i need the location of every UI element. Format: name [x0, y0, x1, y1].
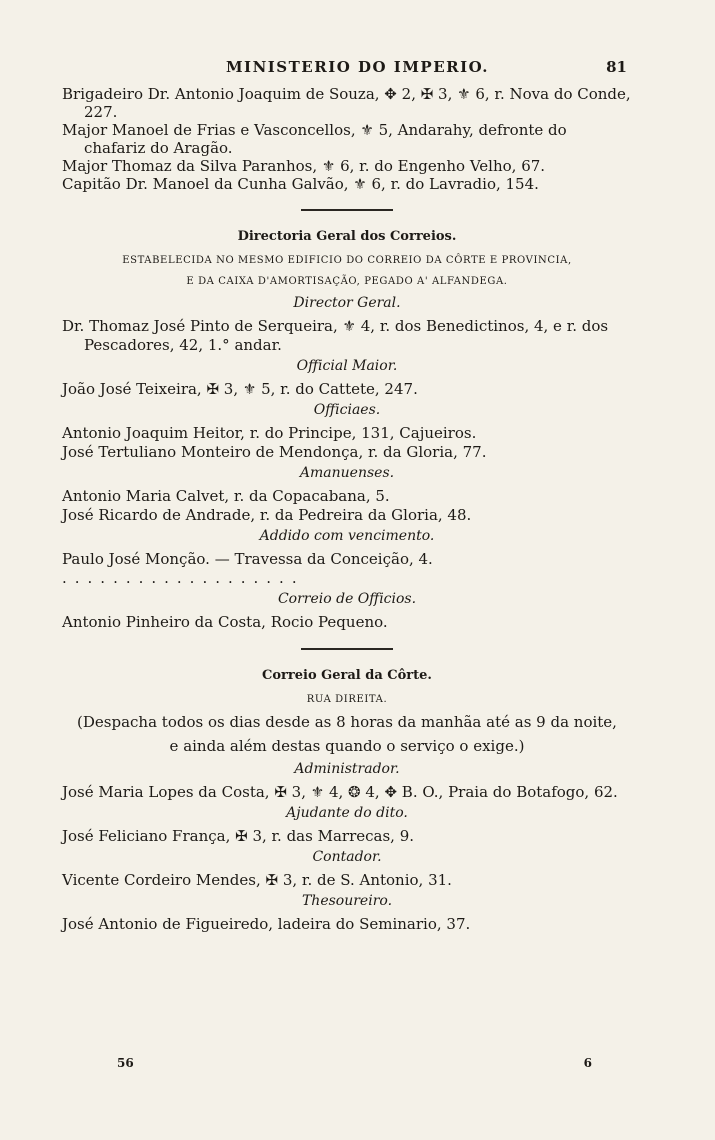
entry-administrador: José Maria Lopes da Costa, ✠ 3, ⚜ 4, ❂ 4, ✥ B. O., Praia do Botafogo, 62. — [62, 783, 618, 801]
entry-ajudante: José Feliciano França, ✠ 3, r. das Marrecas, 9. — [62, 827, 415, 845]
entry-brigadeiro: Brigadeiro Dr. Antonio Joaquim de Souza, ✥ 2, ✠ 3, ⚜ 6, r. Nova do Conde, 227. — [62, 85, 631, 121]
entry-amanuense: José Ricardo de Andrade, r. da Pedreira da Gloria, 48. — [62, 506, 472, 524]
dotted-leader: ................... — [62, 569, 305, 587]
section-title-corte: Correio Geral da Côrte. — [262, 668, 432, 683]
entry-major-frias: Major Manoel de Frias e Vasconcellos, ⚜ 5, Andarahy, defronte do chafariz do Aragão. — [62, 121, 567, 157]
page-footer — [0, 1056, 715, 1076]
role-correio-officios: Correio de Officios. — [277, 591, 417, 607]
hours-note-line2: e ainda além destas quando o serviço o exige.) — [169, 737, 525, 755]
section-subtitle-line1: ESTABELECIDA NO MESMO EDIFICIO DO CORREIO DA CÔRTE E PROVINCIA, — [122, 255, 572, 266]
section-subtitle-line2: E DA CAIXA D'AMORTISAÇÃO, PEGADO A' ALFANDEGA. — [186, 276, 508, 287]
section-divider — [301, 648, 393, 650]
running-header — [0, 58, 715, 82]
entry-capitao-galvao: Capitão Dr. Manoel da Cunha Galvão, ⚜ 6, r. do Lavradio, 154. — [62, 175, 539, 193]
section-title-correios: Directoria Geral dos Correios. — [237, 229, 457, 244]
role-officiaes: Officiaes. — [313, 402, 381, 418]
entry-official: José Tertuliano Monteiro de Mendonça, r. da Gloria, 77. — [62, 443, 487, 461]
entry-correio-officios: Antonio Pinheiro da Costa, Rocio Pequeno. — [62, 613, 388, 631]
entry-major-paranhos: Major Thomaz da Silva Paranhos, ⚜ 6, r. do Engenho Velho, 67. — [62, 157, 546, 175]
role-thesoureiro: Thesoureiro. — [301, 893, 393, 909]
page-number: 81 — [606, 58, 627, 76]
role-ajudante: Ajudante do dito. — [286, 805, 408, 821]
page-title: MINISTERIO DO IMPERIO. — [225, 58, 490, 76]
role-director-geral: Director Geral. — [293, 295, 401, 311]
entry-amanuense: Antonio Maria Calvet, r. da Copacabana, 5. — [62, 487, 390, 505]
entry-contador: Vicente Cordeiro Mendes, ✠ 3, r. de S. Antonio, 31. — [62, 871, 452, 889]
role-contador: Contador. — [312, 849, 382, 865]
section-divider — [301, 209, 393, 211]
page-body — [62, 85, 632, 934]
role-amanuenses: Amanuenses. — [299, 465, 395, 481]
signature-mark-left: 56 — [117, 1056, 134, 1070]
entry-thesoureiro: José Antonio de Figueiredo, ladeira do Seminario, 37. — [62, 915, 471, 933]
entry-addido: Paulo José Monção. — Travessa da Conceição, 4. — [62, 550, 433, 568]
signature-mark-right: 6 — [583, 1056, 592, 1070]
role-addido: Addido com vencimento. — [259, 528, 435, 544]
section-street: RUA DIREITA. — [306, 694, 388, 705]
entry-official: Antonio Joaquim Heitor, r. do Principe, 131, Cajueiros. — [62, 424, 477, 442]
entry-official-maior: João José Teixeira, ✠ 3, ⚜ 5, r. do Cattete, 247. — [62, 380, 418, 398]
role-administrador: Administrador. — [294, 761, 400, 777]
hours-note-line1: (Despacha todos os dias desde as 8 horas da manhãa até as 9 da noite, — [77, 713, 617, 731]
entry-director: Dr. Thomaz José Pinto de Serqueira, ⚜ 4, r. dos Benedictinos, 4, e r. dos Pescadores, 42, 1.° andar. — [62, 317, 609, 354]
role-official-maior: Official Maior. — [296, 358, 398, 374]
